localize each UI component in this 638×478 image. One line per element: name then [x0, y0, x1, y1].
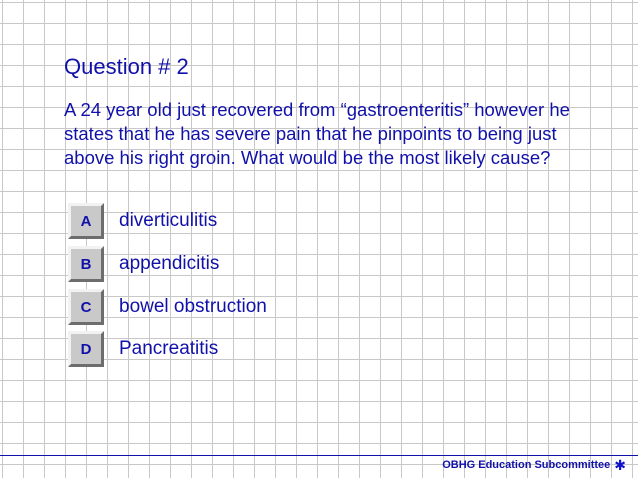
answer-button-d[interactable]: D — [68, 331, 104, 367]
answer-option-d[interactable] — [68, 331, 218, 367]
question-text: A 24 year old just recovered from “gastroenteritis” however he states that he has severe pain that he pinpoints to being just above his right groin. What would be the most likely cause? — [64, 99, 570, 168]
answer-option-c[interactable] — [68, 289, 267, 325]
footer-divider — [0, 455, 638, 456]
answer-button-b[interactable]: B — [68, 246, 104, 282]
answer-option-b[interactable] — [68, 246, 219, 282]
answer-button-c[interactable]: C — [68, 289, 104, 325]
answer-text-b: appendicitis — [119, 253, 220, 274]
answer-option-a[interactable] — [68, 203, 217, 239]
answer-text-c: bowel obstruction — [119, 296, 267, 317]
answer-button-a[interactable]: A — [68, 203, 104, 239]
footer — [442, 458, 626, 472]
answer-text-d: Pancreatitis — [119, 338, 219, 359]
question-title: Question # 2 — [64, 54, 189, 79]
answer-text-a: diverticulitis — [119, 210, 218, 231]
footer-text: OBHG Education Subcommittee — [442, 459, 611, 471]
star-of-life-icon: ✱ — [614, 457, 626, 473]
